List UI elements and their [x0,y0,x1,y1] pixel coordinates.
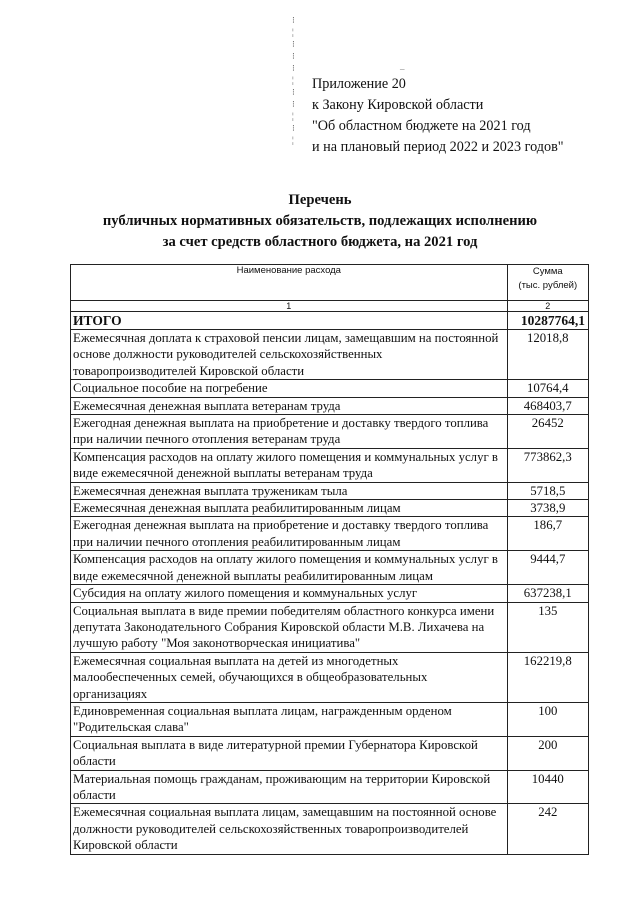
expense-name: Ежемесячная денежная выплата ветеранам труда [71,397,508,414]
table-row [71,602,589,652]
appendix-line-1: Приложение 20 [312,76,406,92]
expense-amount: 637238,1 [507,585,588,602]
title-line-1: Перечень [288,192,352,208]
expense-amount: 10440 [507,770,588,804]
expense-amount: 9444,7 [507,551,588,585]
expense-amount: 5718,5 [507,482,588,499]
expense-amount: 26452 [507,415,588,449]
expense-name: Единовременная социальная выплата лицам, награжденным орденом "Родительская слава" [71,702,508,736]
table-row [71,500,589,517]
expense-amount: 3738,9 [507,500,588,517]
expense-name: Социальное пособие на погребение [71,380,508,397]
table-row [71,770,589,804]
expense-amount: 162219,8 [507,652,588,702]
total-value: 10287764,1 [507,312,588,330]
expense-name: Ежемесячная доплата к страховой пенсии лицам, замещавшим на постоянной основе должности руководителей сельскохозяйственных товаропроизводителей Кировской области [71,330,508,380]
expense-name: Субсидия на оплату жилого помещения и коммунальных услуг [71,585,508,602]
appendix-line-4: и на плановый период 2022 и 2023 годов" [312,139,564,155]
appendix-line-2: к Закону Кировской области [312,97,484,113]
table-row [71,330,589,380]
expense-name: Материальная помощь гражданам, проживающим на территории Кировской области [71,770,508,804]
table-row [71,585,589,602]
expense-name: Ежемесячная денежная выплата реабилитированным лицам [71,500,508,517]
expense-amount: 100 [507,702,588,736]
expense-name: Компенсация расходов на оплату жилого помещения и коммунальных услуг в виде ежемесячной денежной выплаты реабилитированным лицам [71,551,508,585]
appendix-line-3: "Об областном бюджете на 2021 год [312,118,531,134]
table-row [71,380,589,397]
obligations-table [70,264,589,855]
binding-marks: ⁝ ¦ ⁝ ⁝ ⁝ ¦ ⁝ ⁝ ¦ ⁝ ¦ [292,15,295,145]
header-row [71,265,589,301]
expense-name: Ежемесячная денежная выплата труженикам тыла [71,482,508,499]
column-number-row [71,301,589,312]
expense-amount: 773862,3 [507,448,588,482]
total-row [71,312,589,330]
column-number-1: 1 [71,301,508,312]
expense-amount: 10764,4 [507,380,588,397]
header-name: Наименование расхода [71,265,508,301]
header-sum [507,265,588,301]
expense-name: Социальная выплата в виде премии победителям областного конкурса имени депутата Законодательного Собрания Кировской области М.В. Лихачева на лучшую работу "Моя законотворческая инициатива" [71,602,508,652]
table-body [71,330,589,855]
expense-name: Компенсация расходов на оплату жилого помещения и коммунальных услуг в виде ежемесячной денежной выплаты ветеранам труда [71,448,508,482]
title-line-2: публичных нормативных обязательств, подлежащих исполнению [102,213,538,229]
table-row [71,448,589,482]
expense-name: Ежемесячная социальная выплата лицам, замещавшим на постоянной основе должности руководителей сельскохозяйственных товаропроизводителей Кировской области [71,804,508,854]
expense-amount: 468403,7 [507,397,588,414]
total-label: ИТОГО [71,312,508,330]
scan-mark: – [400,64,405,74]
table-row [71,702,589,736]
table-row [71,736,589,770]
column-number-2: 2 [507,301,588,312]
expense-amount: 200 [507,736,588,770]
table-row [71,415,589,449]
table-row [71,482,589,499]
table-row [71,397,589,414]
expense-amount: 186,7 [507,517,588,551]
document-title [0,190,640,253]
table-row [71,551,589,585]
title-line-3: за счет средств областного бюджета, на 2021 год [162,234,478,250]
expense-name: Ежегодная денежная выплата на приобретение и доставку твердого топлива при наличии печного отопления реабилитированным лицам [71,517,508,551]
expense-amount: 135 [507,602,588,652]
header-sum-line-2: (тыс. рублей) [518,280,578,291]
table-row [71,804,589,854]
expense-amount: 242 [507,804,588,854]
table-row [71,652,589,702]
expense-amount: 12018,8 [507,330,588,380]
expense-name: Ежемесячная социальная выплата на детей из многодетных малообеспеченных семей, обучающихся в общеобразовательных организациях [71,652,508,702]
header-sum-line-1: Сумма [532,266,563,277]
table-row [71,517,589,551]
appendix-note [312,74,564,158]
expense-name: Социальная выплата в виде литературной премии Губернатора Кировской области [71,736,508,770]
expense-name: Ежегодная денежная выплата на приобретение и доставку твердого топлива при наличии печного отопления ветеранам труда [71,415,508,449]
